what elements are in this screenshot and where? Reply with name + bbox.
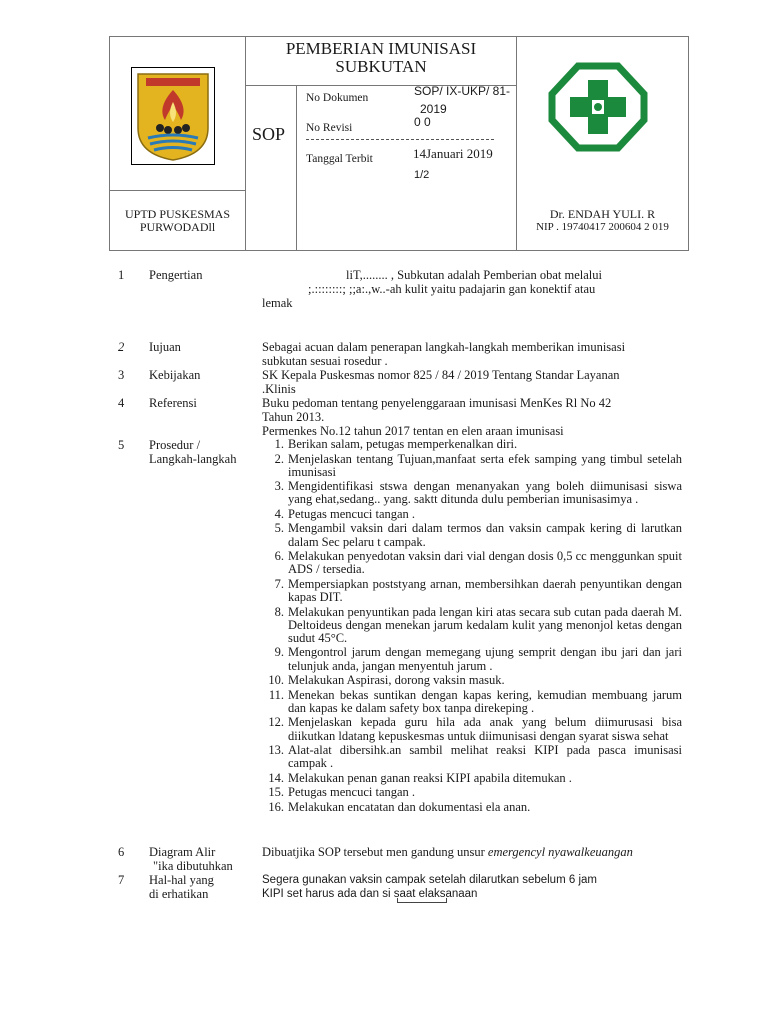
section-1-text: liT,........ , Subkutan adalah Pemberian obat melalui ;.::::::::; ;;a:.,w..-ah kulit yaitu padajarin gan konektif atau lemak bbox=[262, 268, 602, 310]
section-5-label: Prosedur / Langkah-langkah bbox=[149, 438, 237, 466]
procedure-step-text: Melakukan penyedotan vaksin dari vial dengan dosis 0,5 cc menggunkan spuit ADS / tersedia. bbox=[288, 549, 682, 577]
procedure-step-number: 9. bbox=[274, 645, 284, 660]
procedure-step bbox=[262, 786, 682, 799]
header-border-top bbox=[109, 36, 689, 37]
procedure-step-text: Mengidentifikasi stswa dengan menanyakan yang boleh diimunisasi siswa yang ehat,sedang.. yang. saktt ditunda dulu pemberian imunisasimya . bbox=[288, 479, 682, 507]
procedure-step bbox=[262, 508, 682, 521]
section-1-label: Pengertian bbox=[149, 268, 203, 282]
header-border-right bbox=[688, 36, 689, 251]
procedure-step-text: Melakukan penan ganan reaksi KIPI apabila ditemukan . bbox=[288, 770, 572, 785]
section-3-text: SK Kepala Puskesmas nomor 825 / 84 / 2019 Tentang Standar Layanan .Klinis bbox=[262, 368, 620, 396]
section-7-number: 7 bbox=[118, 873, 125, 887]
no-dokumen-label: No Dokumen bbox=[306, 92, 369, 104]
section-2-number: 2 bbox=[118, 340, 125, 354]
section-7-label: Hal-hal yang di erhatikan bbox=[149, 873, 214, 901]
section-6-number: 6 bbox=[118, 845, 125, 859]
puskesmas-icon bbox=[548, 62, 648, 152]
no-revisi-label: No Revisi bbox=[306, 122, 353, 134]
title-line-2: SUBKUTAN bbox=[335, 57, 427, 76]
emblem-icon bbox=[132, 68, 214, 164]
section-2-label: Iujuan bbox=[149, 340, 181, 354]
signer-block bbox=[517, 208, 688, 234]
sop-divider bbox=[296, 85, 297, 251]
header-border-bottom bbox=[109, 250, 689, 251]
procedure-step-text: Menjelaskan kepada guru hila ada anak yang belum diimurusasi bisa diikutkan ldatang kepuskesmas untuk diimunisasi dengan syarat siswa sehat bbox=[288, 715, 682, 743]
section-1-number: 1 bbox=[118, 268, 125, 282]
procedure-step bbox=[262, 480, 682, 506]
procedure-step-text: Alat-alat dibersihk.an sambil melihat reaksi KIPI pada pasca imunisasi campak . bbox=[288, 743, 682, 771]
procedure-step-text: Mempersiapkan poststyang arnan, membersihkan daerah penyuntikan dengan kapas DIT. bbox=[288, 576, 682, 605]
puskesmas-logo bbox=[548, 62, 648, 152]
section-7-text: Segera gunakan vaksin campak setelah dilarutkan sebelum 6 jam KIPI set harus ada dan si saat elaksanaan bbox=[262, 874, 597, 900]
procedure-step-number: 12. bbox=[268, 715, 284, 730]
procedure-step bbox=[262, 606, 682, 646]
tanggal-terbit-label: Tanggal Terbit bbox=[306, 153, 373, 165]
revisi-dash-line bbox=[306, 139, 494, 140]
procedure-step bbox=[262, 453, 682, 479]
section-6-text: Dibuatjika SOP tersebut men gandung unsur emergencyl nyawalkeuangan bbox=[262, 845, 633, 859]
halaman-value: 1/2 bbox=[414, 169, 430, 181]
no-dokumen-value: SOP/ IX-UKP/ 81- 2019 bbox=[414, 84, 511, 116]
procedure-step-number: 7. bbox=[274, 576, 284, 591]
blank-underline bbox=[397, 898, 447, 903]
document-title bbox=[246, 40, 516, 76]
procedure-step bbox=[262, 744, 682, 770]
section-3-number: 3 bbox=[118, 368, 125, 382]
procedure-step-text: Melakukan encatatan dan dokumentasi ela anan. bbox=[288, 799, 531, 814]
procedure-step-number: 11. bbox=[268, 687, 284, 702]
procedure-step-number: 2. bbox=[274, 451, 284, 466]
procedure-step bbox=[262, 578, 682, 604]
procedure-step-number: 8. bbox=[274, 604, 284, 619]
title-line-1: PEMBERIAN IMUNISASI bbox=[285, 39, 477, 58]
procedure-step bbox=[262, 716, 682, 742]
procedure-step-text: Mengambil vaksin dari dalam termos dan vaksin campak kering di larutkan dalam Sec pelaru t campak. bbox=[288, 521, 682, 549]
procedure-step-number: 16. bbox=[268, 799, 284, 814]
section-4-number: 4 bbox=[118, 396, 125, 410]
procedure-step-number: 3. bbox=[274, 479, 284, 494]
tanggal-terbit-value: 14Januari 2019 bbox=[413, 146, 493, 161]
procedure-step bbox=[262, 674, 682, 687]
procedure-step bbox=[262, 438, 682, 451]
procedure-step-text: Melakukan penyuntikan pada lengan kiri atas secara sub cutan pada daerah M. Deltoideus dengan menekan jarum kedalam kulit yang menonjol ketas dengan sudut 45°C. bbox=[288, 604, 682, 645]
org-divider bbox=[109, 190, 246, 191]
section-3-label: Kebijakan bbox=[149, 368, 201, 382]
procedure-step bbox=[262, 646, 682, 672]
procedure-step-number: 4. bbox=[274, 506, 284, 521]
regional-emblem-logo bbox=[131, 67, 215, 165]
procedure-step bbox=[262, 801, 682, 814]
procedure-step-text: Mengontrol jarum dengan memegang ujung semprit dengan ibu jari dan jari telunjuk anda, jangan menyentuh jarum . bbox=[288, 645, 682, 673]
procedure-step-text: Menjelaskan tentang Tujuan,manfaat serta efek samping yang timbul setelah imunisasi bbox=[288, 451, 682, 479]
org-name: UPTD PUSKESMAS PURWODADll bbox=[124, 207, 231, 234]
procedure-step-number: 14. bbox=[268, 770, 284, 785]
procedure-step-number: 6. bbox=[274, 549, 284, 564]
signer-name: Dr. ENDAH YULI. R bbox=[549, 207, 656, 221]
procedure-step bbox=[262, 689, 682, 715]
procedure-step-number: 10. bbox=[268, 673, 284, 688]
section-6-label: Diagram Alir "ika dibutuhkan bbox=[149, 845, 233, 873]
procedure-step-number: 5. bbox=[274, 521, 284, 536]
procedure-step-number: 15. bbox=[268, 785, 284, 800]
section-2-text: Sebagai acuan dalam penerapan langkah-langkah memberikan imunisasi subkutan sesuai rosedur . bbox=[262, 340, 626, 368]
section-4-text: Buku pedoman tentang penyelenggaraan imunisasi MenKes Rl No 42 Tahun 2013. Permenkes No.12 tahun 2017 tentan en elen araan imunisasi bbox=[262, 396, 612, 438]
procedure-step bbox=[262, 550, 682, 576]
procedure-step bbox=[262, 772, 682, 785]
procedure-steps-list bbox=[262, 438, 682, 815]
procedure-step-text: Petugas mencuci tangan . bbox=[288, 506, 416, 521]
procedure-step-text: Melakukan Aspirasi, dorong vaksin masuk. bbox=[288, 673, 505, 688]
section-4-label: Referensi bbox=[149, 396, 197, 410]
section-5-number: 5 bbox=[118, 438, 125, 452]
procedure-step-text: Menekan bekas suntikan dengan kapas kering, kemudian membuang jarum dan kapas ke dalam safety box tanpa direkeping . bbox=[288, 687, 682, 715]
procedure-step-number: 1. bbox=[274, 437, 284, 451]
signer-nip: NIP . 19740417 200604 2 019 bbox=[536, 221, 669, 233]
sop-label: SOP bbox=[252, 124, 286, 144]
procedure-step bbox=[262, 522, 682, 548]
procedure-step-text: Petugas mencuci tangan . bbox=[288, 785, 416, 800]
no-revisi-value: 0 0 bbox=[414, 115, 431, 129]
procedure-step-number: 13. bbox=[268, 743, 284, 758]
procedure-step-text: Berikan salam, petugas memperkenalkan diri. bbox=[288, 437, 518, 451]
